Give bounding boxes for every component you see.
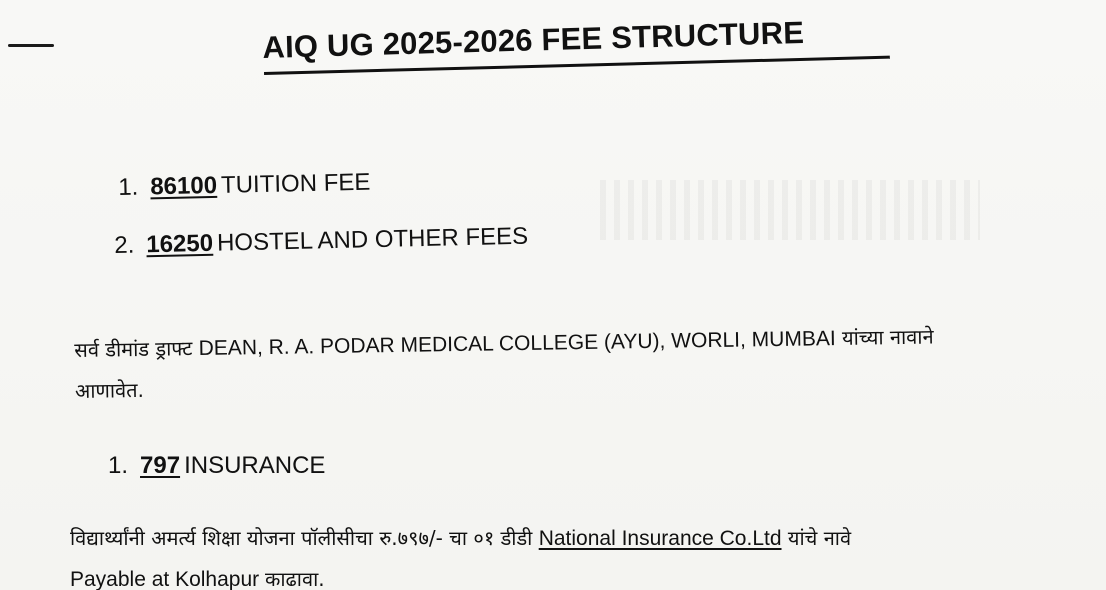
list-number: 1.: [108, 452, 129, 479]
fee-label: TUITION FEE: [220, 168, 371, 199]
dd-suffix: यांच्या नावाने: [835, 324, 934, 351]
corner-pen-mark: [8, 44, 54, 47]
ins-suffix: यांचे नावे: [781, 526, 852, 550]
fee-label: INSURANCE: [184, 452, 326, 479]
fee-amount: 797: [140, 452, 181, 479]
insurance-note: [70, 518, 851, 590]
bleed-through-marks: [600, 180, 980, 240]
ins-line2-suffix: काढावा.: [264, 567, 325, 590]
dd-payee: DEAN, R. A. PODAR MEDICAL COLLEGE (AYU), WORLI, MUMBAI: [198, 327, 836, 361]
fee-item-hostel: [114, 223, 528, 260]
ins-prefix: विद्यार्थ्यांनी अमर्त्य शिक्षा योजना पॉलीसीचा रु.७९७/- चा ०१ डीडी: [70, 526, 539, 550]
document-title: AIQ UG 2025-2026 FEE STRUCTURE: [262, 14, 805, 65]
demand-draft-note: [74, 317, 935, 411]
fee-item-insurance: [108, 452, 325, 480]
demand-draft-line2: आणावेत.: [74, 377, 145, 403]
payable-at: Payable at Kolhapur: [70, 568, 265, 590]
fee-amount: 86100: [150, 171, 218, 201]
fee-amount: 16250: [146, 229, 214, 259]
insurance-line2: [70, 559, 851, 590]
insurance-company: National Insurance Co.Ltd: [538, 527, 782, 550]
insurance-line1: [70, 518, 851, 559]
list-number: 2.: [114, 231, 135, 259]
dd-prefix: सर्व डीमांड ड्राफ्ट: [74, 336, 199, 362]
list-number: 1.: [118, 173, 139, 201]
fee-item-tuition: [118, 169, 371, 202]
fee-label: HOSTEL AND OTHER FEES: [216, 222, 529, 257]
